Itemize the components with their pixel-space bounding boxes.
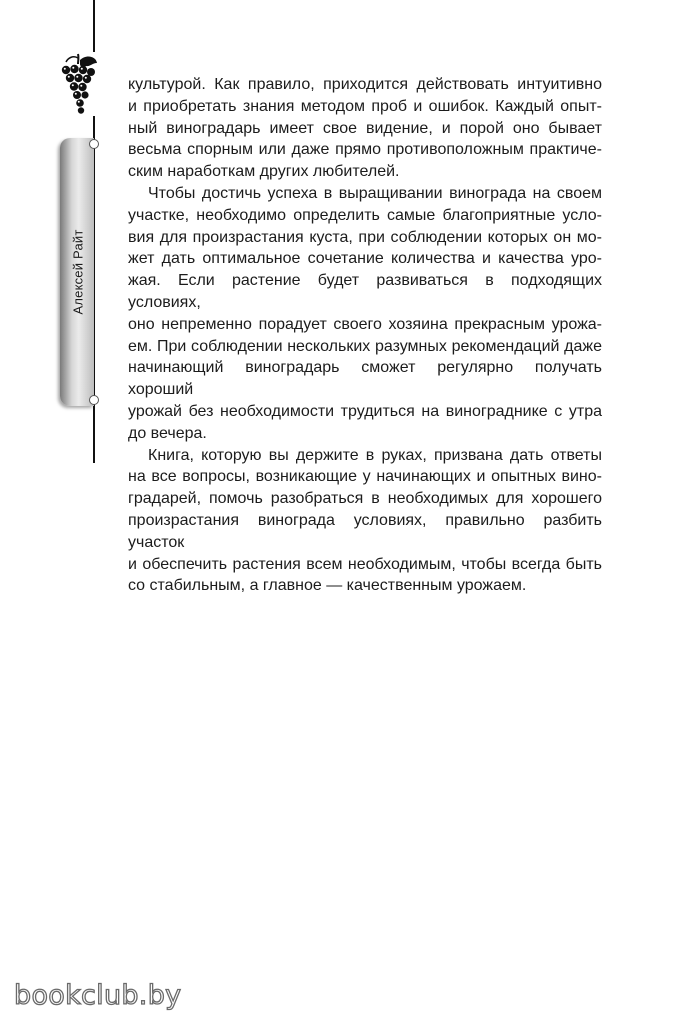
text-line: культурой. Как правило, приходится действовать интуитивно bbox=[128, 76, 602, 93]
watermark: bookclub.by bbox=[14, 980, 182, 1011]
body-text bbox=[128, 74, 602, 597]
text-line: ем. При соблюдении нескольких разумных рекомендаций даже bbox=[128, 337, 602, 355]
paragraph bbox=[128, 445, 602, 598]
text-line: начинающий виноградарь сможет регулярно получать хороший bbox=[128, 359, 602, 399]
text-line: Чтобы достичь успеха в выращивании винограда на своем bbox=[148, 184, 602, 202]
text-line: жет дать оптимальное сочетание количества и качества уро- bbox=[128, 250, 602, 268]
text-line: и приобретать знания методом проб и ошибок. Каждый опыт- bbox=[128, 97, 602, 115]
text-line: и обеспечить растения всем необходимым, чтобы всегда быть bbox=[128, 555, 602, 573]
grape-cluster-icon bbox=[56, 52, 100, 116]
text-line: оно непременно порадует своего хозяина прекрасным урожа- bbox=[128, 315, 602, 333]
text-line: весьма спорным или даже прямо противоположным практиче- bbox=[128, 141, 602, 159]
text-line: до вечера. bbox=[128, 424, 207, 442]
tab-knob-top bbox=[89, 139, 99, 149]
text-line: со стабильным, а главное — качественным урожаем. bbox=[128, 577, 527, 595]
paragraph bbox=[128, 183, 602, 445]
text-line: ским наработкам других любителей. bbox=[128, 163, 400, 181]
text-line: градарей, помочь разобраться в необходимых для хорошего bbox=[128, 490, 602, 508]
text-line: урожай без необходимости трудиться на винограднике с утра bbox=[128, 402, 602, 420]
author-name: Алексей Райт bbox=[70, 229, 86, 315]
text-line: участке, необходимо определить самые благоприятные усло- bbox=[128, 206, 602, 224]
text-line: Книга, которую вы держите в руках, призвана дать ответы bbox=[148, 446, 602, 464]
text-line: на все вопросы, возникающие у начинающих и опытных вино- bbox=[128, 468, 602, 486]
text-line: ный виноградарь имеет свое видение, и порой оно бывает bbox=[128, 119, 602, 137]
text-line: жая. Если растение будет развиваться в подходящих условиях, bbox=[128, 272, 602, 311]
text-line: произрастания винограда условиях, правильно разбить участок bbox=[128, 511, 602, 551]
tab-knob-bottom bbox=[89, 395, 99, 405]
text-line: вия для произрастания куста, при соблюдении которых он мо- bbox=[128, 228, 602, 246]
paragraph bbox=[128, 74, 602, 183]
